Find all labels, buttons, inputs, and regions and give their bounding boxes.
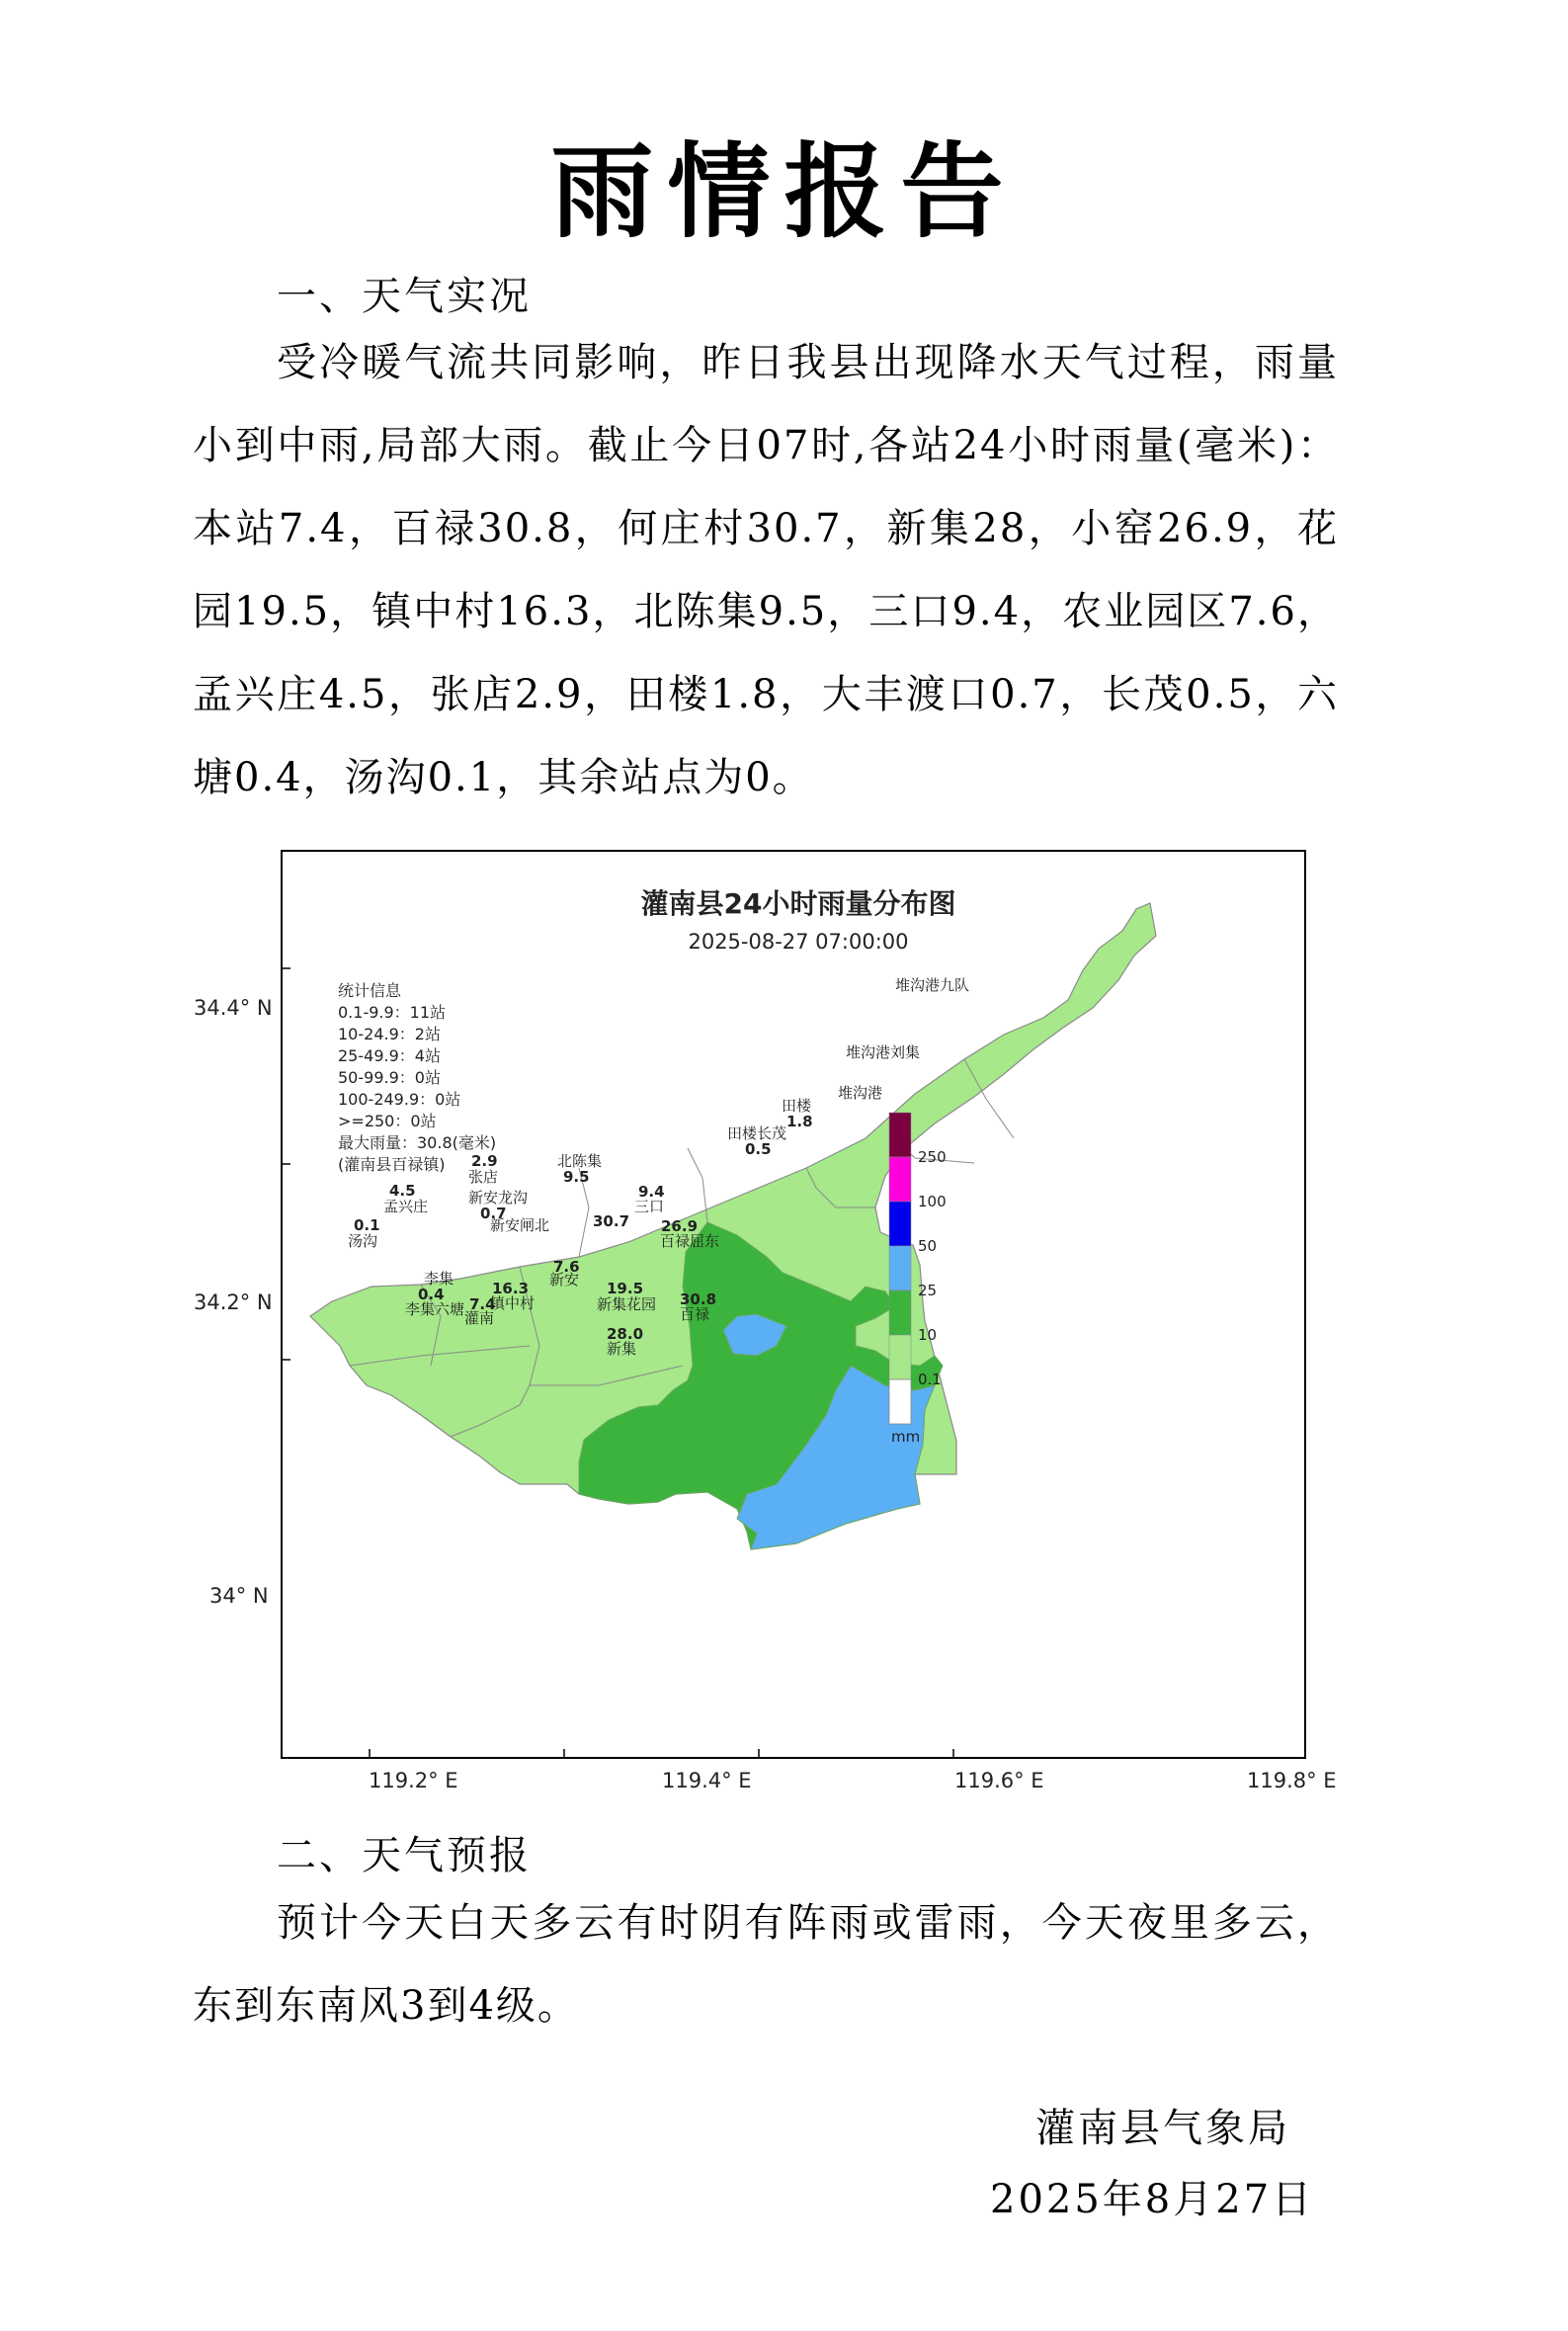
y-tick-label: 34.2° N <box>194 1290 273 1314</box>
signature-date: 2025年8月27日 <box>990 2177 1315 2222</box>
legend-swatch <box>889 1379 911 1424</box>
stats-line: 统计信息 <box>338 981 402 1000</box>
station-value: 7.6 <box>553 1258 580 1276</box>
x-tick-label: 119.2° E <box>369 1769 458 1792</box>
station-name: 新安龙沟 <box>468 1189 529 1207</box>
station-name: 三口 <box>634 1198 665 1215</box>
station-name: 李集 <box>424 1270 454 1288</box>
legend-swatch <box>889 1246 911 1290</box>
station-value: 2.9 <box>471 1152 498 1170</box>
legend-unit: mm <box>891 1428 921 1446</box>
station-value: 26.9 <box>661 1217 699 1235</box>
station-name: 孟兴庄 <box>383 1198 429 1215</box>
legend-label: 0.1 <box>918 1371 942 1388</box>
legend-label: 10 <box>918 1326 938 1344</box>
stats-line: >=250：0站 <box>338 1112 437 1130</box>
section2-heading: 二、天气预报 <box>277 1833 532 1878</box>
station-value: 7.4 <box>469 1295 496 1313</box>
station-value: 0.4 <box>418 1286 445 1303</box>
station-value: 19.5 <box>607 1280 644 1297</box>
report-title: 雨情报告 <box>550 131 1018 252</box>
stats-line: 最大雨量：30.8(毫米) <box>338 1133 497 1152</box>
y-tick-label: 34° N <box>209 1584 269 1608</box>
section1-body: 受冷暖气流共同影响，昨日我县出现降水天气过程，雨量小到中雨,局部大雨。截止今日07时,各站24小时雨量(毫米)：本站7.4，百禄30.8，何庄村30.7，新集28，小窑26.9，花园19.5，镇中村16.3，北陈集9.5，三口9.4，农业园区7.6，孟兴庄4.5，张店2.9，田楼1.8，大丰渡口0.7，长茂0.5，六塘0.4，汤沟0.1，其余站点为0。 <box>193 340 1339 800</box>
station-value: 9.5 <box>563 1168 590 1186</box>
legend-label: 100 <box>918 1193 947 1210</box>
legend-label: 250 <box>918 1148 947 1166</box>
station-value: 1.8 <box>786 1113 813 1130</box>
station-name: 百禄屈东 <box>660 1232 720 1250</box>
section2-body: 预计今天白天多云有时阴有阵雨或雷雨，今天夜里多云，东到东南风3到4级。 <box>193 1900 1339 2029</box>
station-value: 4.5 <box>389 1182 416 1200</box>
station-name: 灌南 <box>464 1309 495 1327</box>
station-value: 30.8 <box>680 1290 717 1308</box>
station-name: 镇中村 <box>490 1294 536 1312</box>
station-name: 堆沟港刘集 <box>846 1043 921 1061</box>
legend-swatch <box>889 1335 911 1379</box>
map-subtitle: 2025-08-27 07:00:00 <box>688 930 909 954</box>
y-tick-label: 34.4° N <box>194 996 273 1020</box>
station-name: 田楼 <box>782 1097 812 1115</box>
station-name: 百禄 <box>680 1305 710 1323</box>
station-name: 新集 <box>607 1340 637 1358</box>
legend-swatch <box>889 1157 911 1202</box>
legend-label: 25 <box>918 1282 938 1299</box>
stats-line: 10-24.9：2站 <box>338 1025 441 1043</box>
station-name: 新安闸北 <box>490 1216 550 1234</box>
legend-swatch <box>889 1113 911 1157</box>
station-value: 9.4 <box>638 1183 665 1201</box>
rainfall-map <box>281 850 1306 1759</box>
station-name: 北陈集 <box>557 1152 603 1170</box>
station-value: 30.7 <box>593 1212 630 1230</box>
x-tick-label: 119.6° E <box>954 1769 1044 1792</box>
legend-swatch <box>889 1202 911 1246</box>
stats-line: 25-49.9：4站 <box>338 1046 441 1065</box>
legend-label: 50 <box>918 1237 938 1255</box>
stats-line: 100-249.9：0站 <box>338 1090 461 1109</box>
station-name: 新安 <box>549 1271 580 1289</box>
station-name: 堆沟港九队 <box>895 976 970 994</box>
rainfall-map-svg <box>283 852 1304 1757</box>
station-name: 汤沟 <box>348 1232 378 1250</box>
map-title: 灌南县24小时雨量分布图 <box>640 887 956 920</box>
stats-line: (灌南县百禄镇) <box>338 1155 446 1174</box>
station-name: 田楼长茂 <box>727 1124 787 1142</box>
station-name: 李集六塘 <box>405 1300 465 1318</box>
stats-line: 50-99.9：0站 <box>338 1068 441 1087</box>
station-name: 张店 <box>468 1168 499 1186</box>
station-name: 新集花园 <box>597 1295 657 1313</box>
section1-heading: 一、天气实况 <box>277 274 532 319</box>
x-tick-label: 119.4° E <box>662 1769 752 1792</box>
stats-line: 0.1-9.9：11站 <box>338 1003 447 1022</box>
x-tick-label: 119.8° E <box>1247 1769 1337 1792</box>
station-name: 堆沟港 <box>838 1084 883 1102</box>
station-value: 0.1 <box>354 1216 380 1234</box>
signature-org: 灌南县气象局 <box>1035 2106 1290 2151</box>
legend-swatch <box>889 1290 911 1335</box>
stats-block <box>338 981 496 1174</box>
station-value: 0.7 <box>480 1205 507 1222</box>
station-value: 28.0 <box>607 1325 644 1343</box>
station-value: 0.5 <box>745 1140 772 1158</box>
station-value: 16.3 <box>492 1280 530 1297</box>
